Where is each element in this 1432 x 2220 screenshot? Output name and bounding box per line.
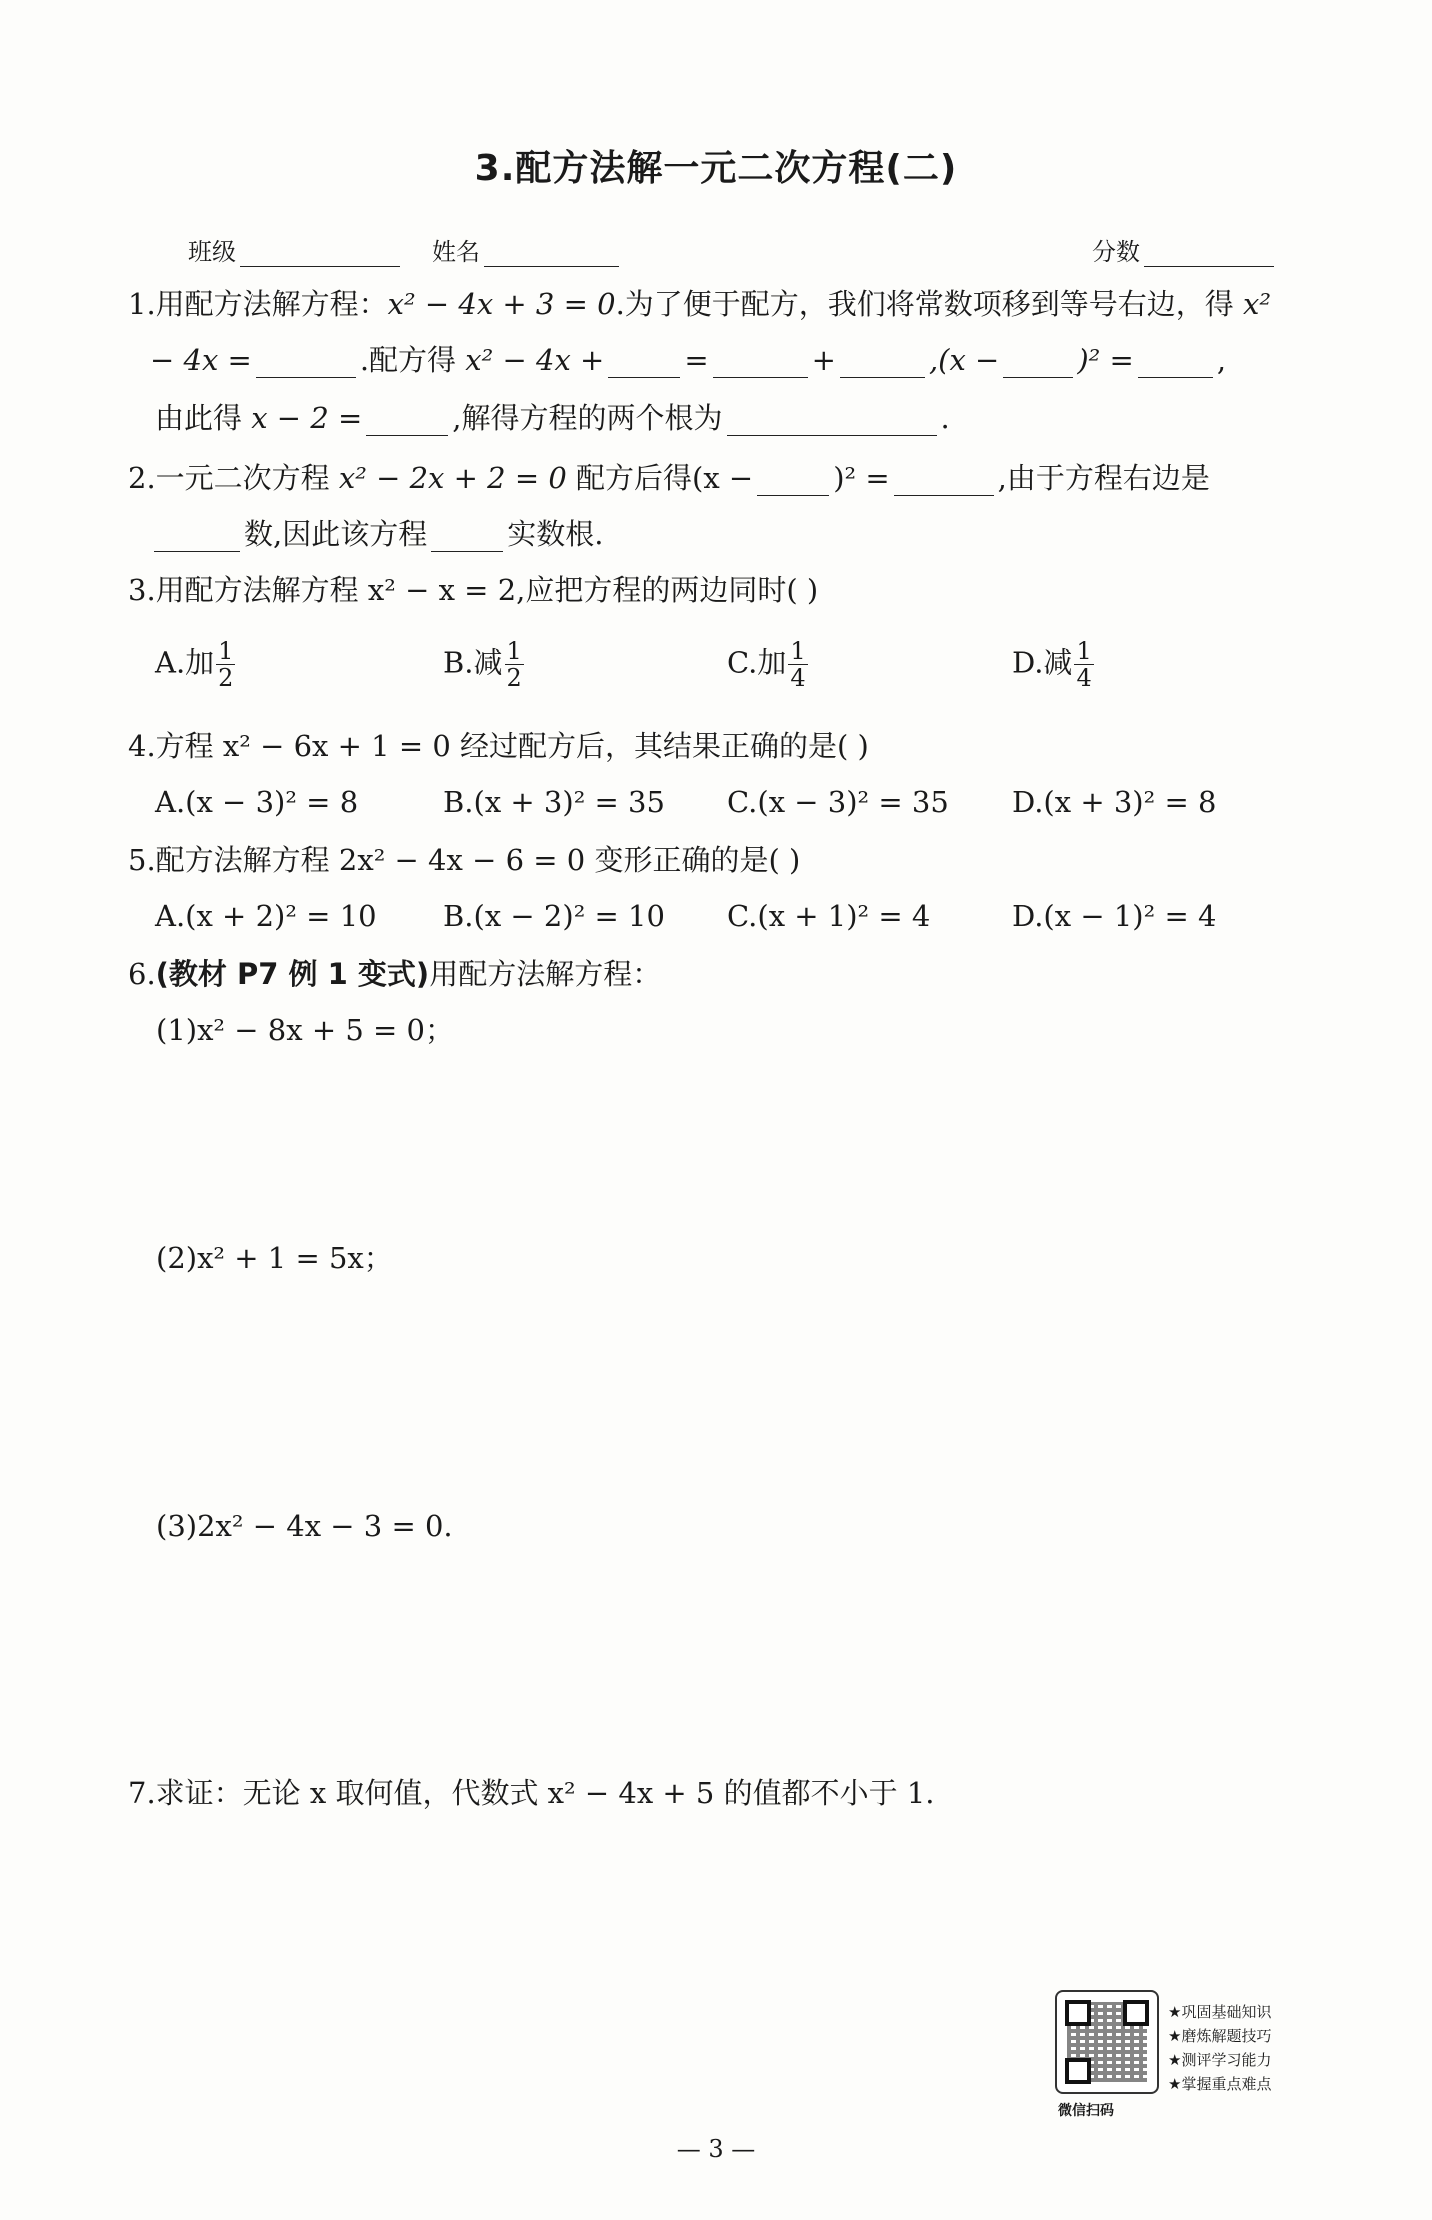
qr-feature-item: ★巩固基础知识 xyxy=(1168,2003,1272,2021)
name-field xyxy=(432,232,623,267)
q2-blank-1[interactable] xyxy=(757,465,829,496)
q1-line1: 1.用配方法解方程：x² − 4x + 3 = 0.为了便于配方，我们将常数项移到等号右边，得 x² xyxy=(128,287,1272,321)
q5-option-c[interactable]: C.(x + 1)² = 4 xyxy=(727,899,931,933)
q1-blank-5[interactable] xyxy=(1003,347,1073,378)
q2-line2: 数,因此该方程 实数根. xyxy=(150,516,603,552)
q3-option-b[interactable]: B.减 $\frac{1}{2}$ xyxy=(443,637,522,692)
q6-source: (教材 P7 例 1 变式) xyxy=(155,957,430,991)
qr-feature-list xyxy=(1168,2000,1271,2096)
q2-blank-3[interactable] xyxy=(154,521,240,552)
q2-blank-2[interactable] xyxy=(894,465,994,496)
q5-stem: 5.配方法解方程 2x² − 4x − 6 = 0 变形正确的是( ) xyxy=(128,843,801,877)
qr-feature-item: ★测评学习能力 xyxy=(1168,2051,1272,2069)
q2-line1: 2.一元二次方程 x² − 2x + 2 = 0 配方后得(x − )² = ,由于方程右边是 xyxy=(128,461,1210,495)
fraction: $\frac{1}{2}$ xyxy=(218,637,234,692)
q1-line3: 由此得 x − 2 = ,解得方程的两个根为 . xyxy=(155,401,950,435)
q6-part-1: (1)x² − 8x + 5 = 0； xyxy=(156,1013,454,1047)
q4-option-d[interactable]: D.(x + 3)² = 8 xyxy=(1012,785,1217,819)
page-number: — 3 — xyxy=(676,2135,756,2163)
q6-part-3: (3)2x² − 4x − 3 = 0. xyxy=(156,1509,453,1543)
q7-stem: 7.求证：无论 x 取何值，代数式 x² − 4x + 5 的值都不小于 1. xyxy=(128,1776,935,1810)
q3-option-d[interactable]: D.减 $\frac{1}{4}$ xyxy=(1012,637,1092,692)
q1-blank-6[interactable] xyxy=(1138,347,1213,378)
q4-option-a[interactable]: A.(x − 3)² = 8 xyxy=(155,785,359,819)
qr-finder-icon xyxy=(1123,2000,1149,2026)
q3-option-a[interactable]: A.加 $\frac{1}{2}$ xyxy=(155,637,234,692)
qr-feature-item: ★掌握重点难点 xyxy=(1168,2075,1272,2093)
qr-feature-item: ★磨炼解题技巧 xyxy=(1168,2027,1272,2045)
class-field xyxy=(188,232,404,267)
fraction: $\frac{1}{4}$ xyxy=(790,637,806,692)
qr-caption: 微信扫码 xyxy=(1058,2103,1114,2119)
score-blank[interactable] xyxy=(1144,240,1274,267)
q5-option-d[interactable]: D.(x − 1)² = 4 xyxy=(1012,899,1217,933)
score-field xyxy=(1092,232,1278,267)
name-label: 姓名 xyxy=(432,238,480,266)
q2-blank-4[interactable] xyxy=(431,521,503,552)
q3-option-c[interactable]: C.加 $\frac{1}{4}$ xyxy=(727,637,806,692)
qr-code[interactable] xyxy=(1055,1990,1159,2094)
class-blank[interactable] xyxy=(240,240,400,267)
page-title: 3.配方法解一元二次方程(二) xyxy=(474,148,958,189)
class-label: 班级 xyxy=(188,238,236,266)
q5-option-a[interactable]: A.(x + 2)² = 10 xyxy=(155,899,377,933)
q1-blank-8[interactable] xyxy=(727,405,937,436)
q4-option-b[interactable]: B.(x + 3)² = 35 xyxy=(443,785,665,819)
q4-stem: 4.方程 x² − 6x + 1 = 0 经过配方后，其结果正确的是( ) xyxy=(128,729,869,763)
q1-blank-2[interactable] xyxy=(608,347,680,378)
score-label: 分数 xyxy=(1092,238,1140,266)
q6-part-2: (2)x² + 1 = 5x； xyxy=(156,1241,393,1275)
fraction: $\frac{1}{2}$ xyxy=(506,637,522,692)
q1-blank-3[interactable] xyxy=(713,347,808,378)
name-blank[interactable] xyxy=(484,240,619,267)
q1-blank-4[interactable] xyxy=(840,347,925,378)
qr-finder-icon xyxy=(1065,2058,1091,2084)
q5-option-b[interactable]: B.(x − 2)² = 10 xyxy=(443,899,665,933)
qr-finder-icon xyxy=(1065,2000,1091,2026)
q3-stem: 3.用配方法解方程 x² − x = 2,应把方程的两边同时( ) xyxy=(128,573,819,607)
fraction: $\frac{1}{4}$ xyxy=(1076,637,1092,692)
q1-blank-7[interactable] xyxy=(366,405,448,436)
q1-line2: − 4x = .配方得 x² − 4x + = + ,(x − )² = , xyxy=(150,343,1227,377)
q6-stem: 6.(教材 P7 例 1 变式)用配方法解方程： xyxy=(128,957,662,991)
q4-option-c[interactable]: C.(x − 3)² = 35 xyxy=(727,785,949,819)
q1-blank-1[interactable] xyxy=(256,347,356,378)
